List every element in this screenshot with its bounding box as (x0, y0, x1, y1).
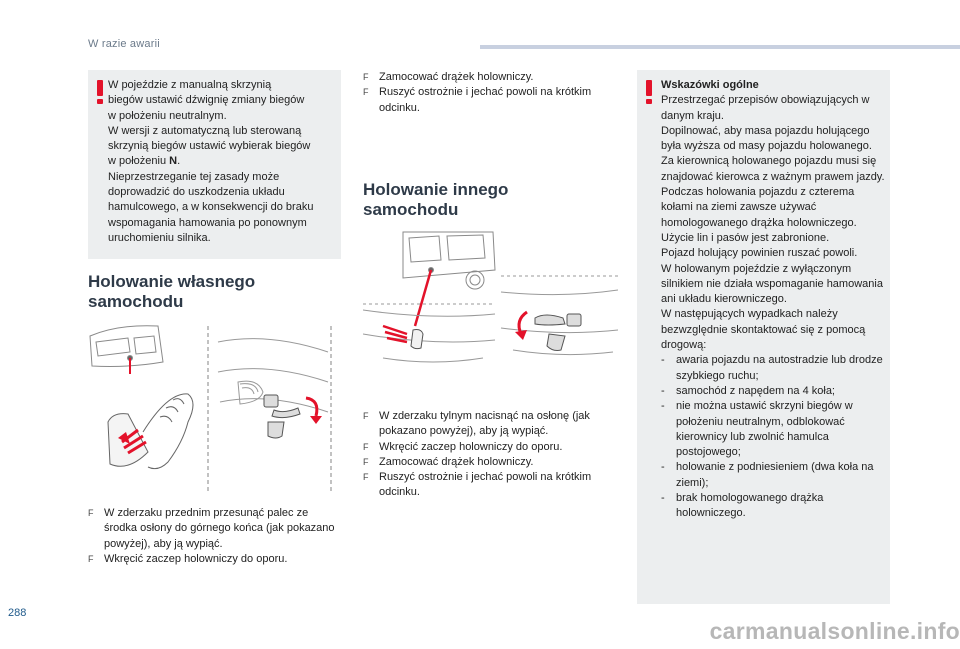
list-item: - nie można ustawić skrzyni biegów w położeniu neutralnym, odblokować kierownicy lub zwolnić hamulca postojowego; (661, 400, 853, 459)
header-accent-bar (480, 45, 960, 49)
warning-exclamation-icon (94, 80, 106, 106)
page-number: 288 (8, 607, 27, 619)
bullet-icon: F (88, 508, 94, 518)
list-item: - awaria pojazdu na autostradzie lub drodze szybkiego ruchu; (661, 354, 883, 382)
bullet-icon: F (363, 72, 369, 82)
warning-exclamation-icon (643, 80, 655, 106)
bullet-icon: F (88, 553, 94, 564)
own-towing-steps (88, 506, 340, 567)
right-warning-text: Wskazówki ogólne Przestrzegać przepisów obowiązujących w danym kraju. Dopilnować, aby masa pojazdu holującego była wyższa od masy pojazdu holowanego. Za kierownicą holowanego pojazdu musi się znajdować kierowca z ważnym prawem jazdy. Podczas holowania pojazdu z czterema kołami na ziemi zawsze używać homologowanego drążka holowniczego. Użycie lin i pasów jest zabronione. Pojazd holujący powinien ruszać powoli. W holowanym pojeździe z wyłączonym silnikiem nie działa wspomaganie hamowania ani układu kierowniczego. W następujących wypadkach należy bezwzględnie skontaktować się z pomocą drogową: - awaria pojazdu na autostradzie lub drodze szybkiego ruchu; - samochód z napędem na 4 koła; - nie można ustawić skrzyni biegów w położeniu neutralnym, odblokować kierownicy lub zwolnić hamulca postojowego; - holowanie z podniesieniem (dwa koła na ziemi); - brak homologowanego drążka holowniczego. (661, 78, 885, 522)
emergency-cases-list (661, 353, 885, 521)
front-tow-eye-drawing (88, 322, 341, 494)
list-item: - samochód z napędem na 4 koła; (661, 384, 835, 397)
other-towing-steps (363, 409, 618, 501)
own-towing-title: Holowanie własnego samochodu (88, 272, 256, 311)
list-item: F W zderzaku tylnym nacisnąć na osłonę (jak pokazano powyżej), aby ją wypiąć. (363, 410, 590, 438)
list-item: F Ruszyć ostrożnie i jechać powoli na krótkim odcinku. (363, 471, 592, 499)
rear-tow-eye-drawing (363, 230, 618, 400)
middle-top-steps (363, 70, 618, 116)
left-warning-text: W pojeździe z manualną skrzynią biegów ustawić dźwignię zmiany biegów w położeniu neutralnym. W wersji z automatyczną lub sterowaną skrzynią biegów ustawić wybierak biegów w położeniu N. Nieprzestrzeganie tej zasady może doprowadzić do uszkodzenia układu hamulcowego, a w konsekwencji do braku wspomagania hamowania po ponownym uruchomieniu silnika. (108, 79, 314, 244)
general-guidelines-title: Wskazówki ogólne (661, 79, 759, 91)
list-item: F Ruszyć ostrożnie i jechać powoli na krótkim odcinku. (363, 86, 592, 114)
list-item: F Zamocować drążek holowniczy. (363, 70, 618, 85)
right-warning-box (637, 70, 890, 604)
list-item: F Wkręcić zaczep holowniczy do oporu. (88, 552, 340, 567)
bullet-icon: F (363, 87, 369, 98)
list-item: - holowanie z podniesieniem (dwa koła na ziemi); (661, 461, 874, 489)
bullet-icon: F (363, 472, 369, 483)
list-item: F Zamocować drążek holowniczy. (363, 455, 618, 470)
bullet-icon: F (363, 441, 369, 452)
bullet-icon: F (363, 456, 369, 467)
left-warning-box (88, 70, 341, 259)
list-item: F Wkręcić zaczep holowniczy do oporu. (363, 440, 618, 455)
bullet-icon: F (363, 411, 369, 421)
section-header-title: W razie awarii (88, 38, 160, 50)
list-item: - brak homologowanego drążka holowniczego. (661, 492, 824, 520)
rear-bumper-illustration (363, 230, 618, 400)
gear-letter: N (169, 155, 178, 168)
list-item: F W zderzaku przednim przesunąć palec ze środka osłony do górnego końca (jak pokazano powyżej), aby ją wypiąć. (88, 507, 335, 550)
other-towing-title: Holowanie innego samochodu (363, 180, 509, 219)
front-bumper-illustration (88, 322, 341, 494)
watermark: carmanualsonline.info (709, 618, 960, 644)
